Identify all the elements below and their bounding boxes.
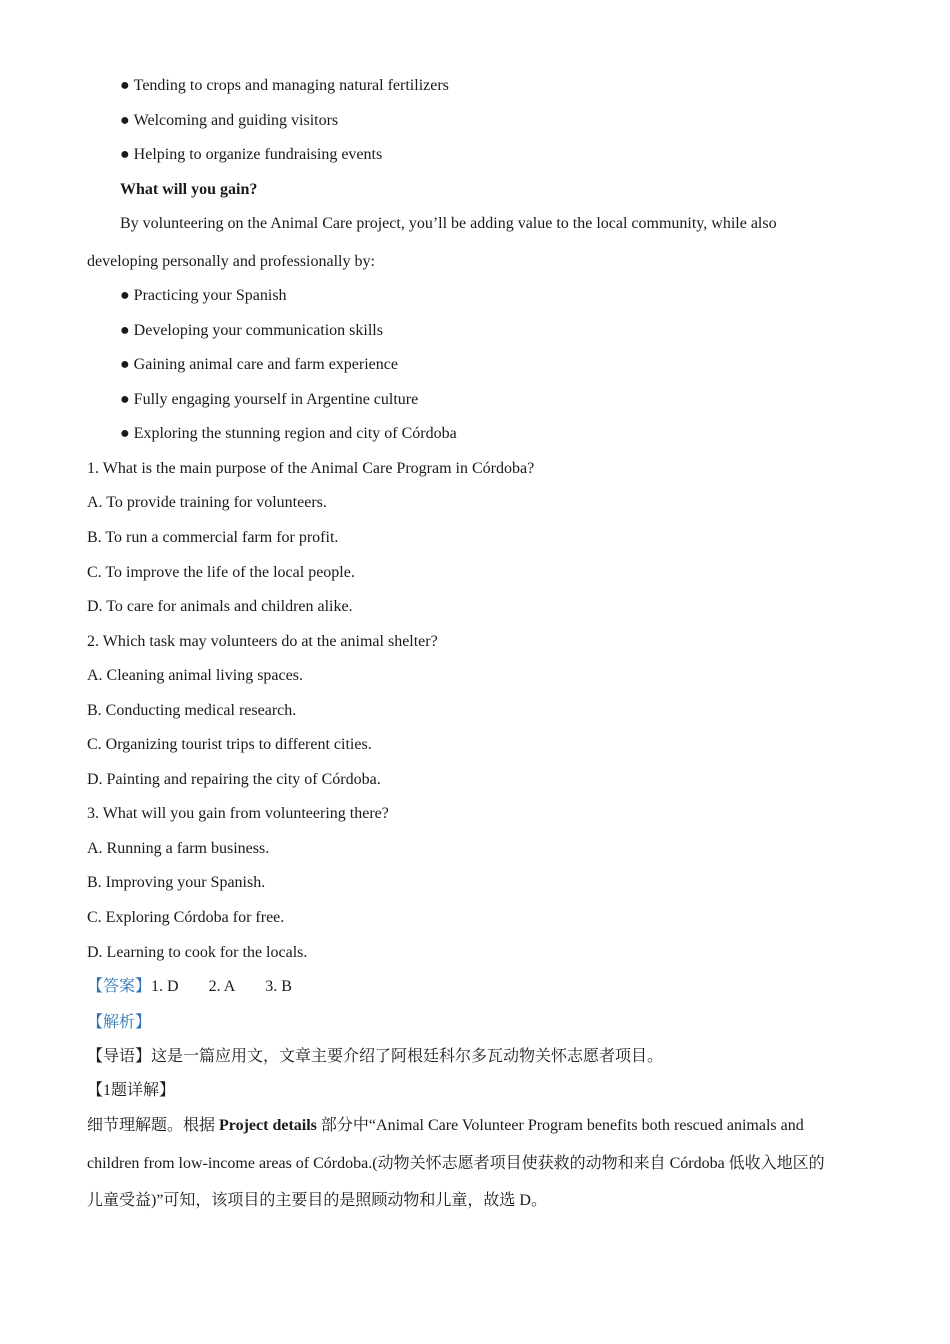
bullet-item: ● Practicing your Spanish xyxy=(120,287,287,304)
bullet-dot-icon: ● xyxy=(120,322,130,339)
answer-item: 1. D xyxy=(151,978,179,995)
answer-option: D. Painting and repairing the city of Córdoba. xyxy=(87,771,381,788)
detail-line: 细节理解题。根据 Project details 部分中“Animal Care Volunteer Program benefits both rescued animals and xyxy=(87,1117,804,1134)
answer-item: 3. B xyxy=(265,978,292,995)
bullet-item: ● Helping to organize fundraising events xyxy=(120,146,383,163)
bullet-item: ● Welcoming and guiding visitors xyxy=(120,112,339,129)
bullet-dot-icon: ● xyxy=(120,425,130,442)
bullet-dot-icon: ● xyxy=(120,77,130,94)
bullet-item: ● Tending to crops and managing natural fertilizers xyxy=(120,77,449,94)
answer-option: C. To improve the life of the local people. xyxy=(87,564,355,581)
answer-option: A. Running a farm business. xyxy=(87,840,270,857)
section-heading: What will you gain? xyxy=(120,181,258,198)
detail-line: children from low-income areas of Córdoba.(动物关怀志愿者项目使获救的动物和来自 Córdoba 低收入地区的 xyxy=(87,1155,825,1172)
answer-option: C. Exploring Córdoba for free. xyxy=(87,909,285,926)
answer-option: A. Cleaning animal living spaces. xyxy=(87,667,303,684)
answer-option: C. Organizing tourist trips to different cities. xyxy=(87,736,372,753)
bullet-dot-icon: ● xyxy=(120,112,130,129)
answer-key xyxy=(87,977,292,997)
detail-line: 儿童受益)”可知，该项目的主要目的是照顾动物和儿童，故选 D。 xyxy=(87,1192,547,1209)
bullet-dot-icon: ● xyxy=(120,391,130,408)
answer-option: B. Conducting medical research. xyxy=(87,702,297,719)
bullet-dot-icon: ● xyxy=(120,356,130,373)
paragraph-line: developing personally and professionally by: xyxy=(87,253,375,270)
bullet-dot-icon: ● xyxy=(120,146,130,163)
answer-label: 【答案】 xyxy=(87,978,152,995)
question-stem: 2. Which task may volunteers do at the animal shelter? xyxy=(87,633,438,650)
question-stem: 1. What is the main purpose of the Animal Care Program in Córdoba? xyxy=(87,460,535,477)
bullet-item: ● Developing your communication skills xyxy=(120,322,383,339)
analysis-label: 【解析】 xyxy=(87,1014,152,1031)
answer-option: A. To provide training for volunteers. xyxy=(87,494,327,511)
answer-option: B. Improving your Spanish. xyxy=(87,874,266,891)
bullet-item: ● Exploring the stunning region and city of Córdoba xyxy=(120,425,457,442)
bullet-item: ● Fully engaging yourself in Argentine culture xyxy=(120,391,419,408)
bullet-item: ● Gaining animal care and farm experience xyxy=(120,356,398,373)
answer-option: D. Learning to cook for the locals. xyxy=(87,944,308,961)
bullet-dot-icon: ● xyxy=(120,287,130,304)
answer-option: D. To care for animals and children alike. xyxy=(87,598,353,615)
detail-heading: 【1题详解】 xyxy=(87,1082,176,1099)
bold-term: Project details xyxy=(219,1117,317,1134)
guide-text: 【导语】这是一篇应用文，文章主要介绍了阿根廷科尔多瓦动物关怀志愿者项目。 xyxy=(87,1048,664,1065)
answer-option: B. To run a commercial farm for profit. xyxy=(87,529,339,546)
answer-item: 2. A xyxy=(208,978,236,995)
question-stem: 3. What will you gain from volunteering there? xyxy=(87,805,389,822)
paragraph-line: By volunteering on the Animal Care project, you’ll be adding value to the local community, while also xyxy=(120,215,777,232)
